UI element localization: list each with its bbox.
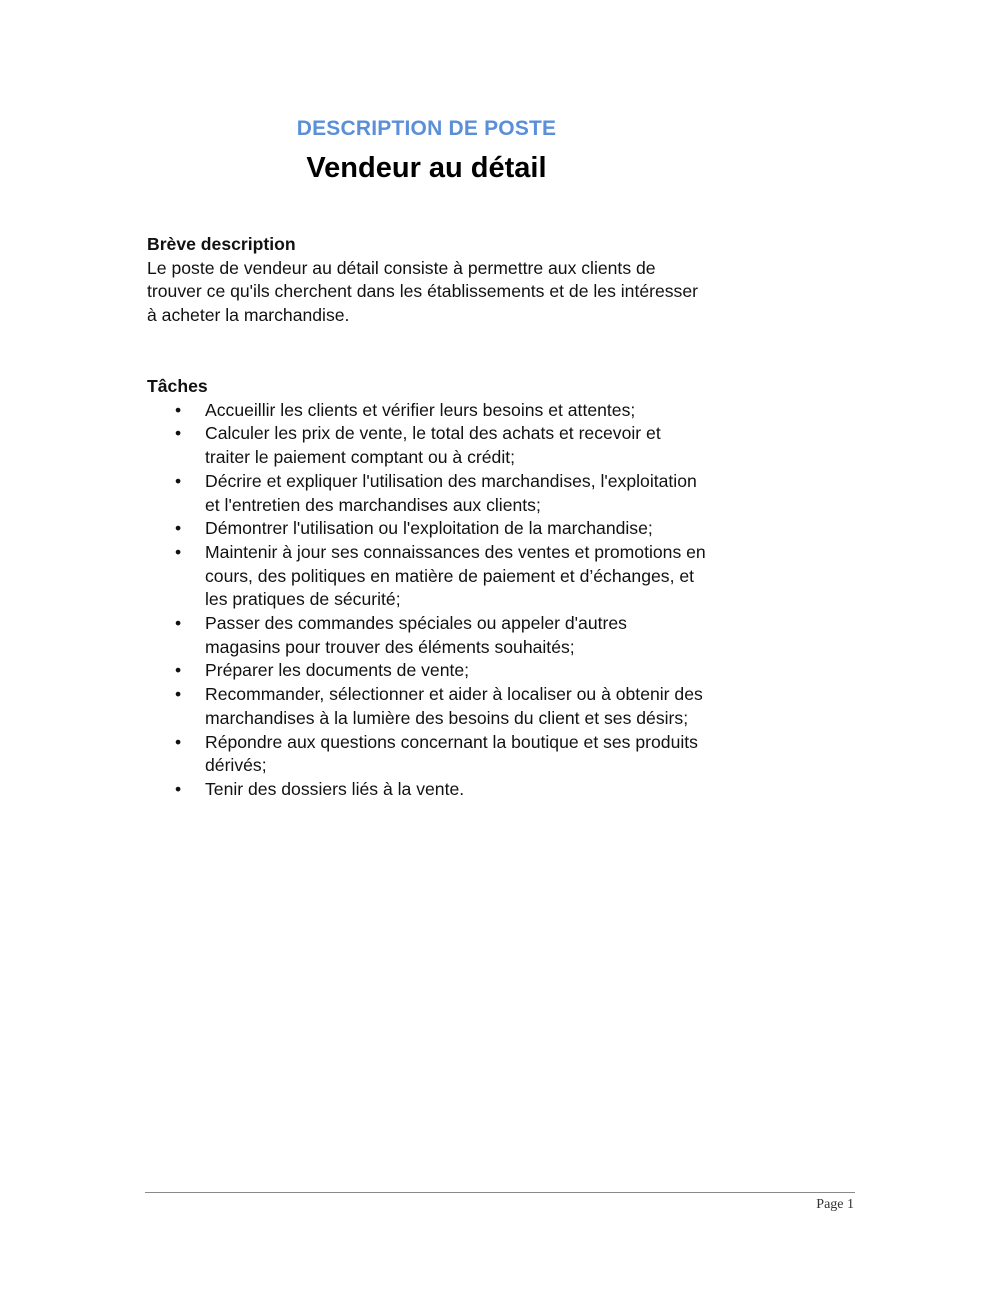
bullet-icon: • [175, 613, 182, 634]
task-item [147, 541, 707, 612]
job-title: Vendeur au détail [306, 152, 547, 184]
task-item [147, 778, 707, 802]
bullet-icon: • [175, 778, 182, 799]
task-item [147, 470, 707, 517]
bullet-icon: • [175, 470, 182, 491]
bullet-icon: • [175, 518, 182, 539]
bullet-icon: • [175, 399, 182, 420]
task-text: Accueillir les clients et vérifier leurs besoins et attentes; [205, 399, 636, 420]
bullet-icon: • [175, 684, 182, 705]
task-text: Répondre aux questions concernant la boutique et ses produits dérivés; [205, 731, 698, 776]
task-item [147, 399, 707, 423]
task-text: Passer des commandes spéciales ou appeler d'autres magasins pour trouver des éléments souhaités; [205, 613, 627, 657]
task-text: Calculer les prix de vente, le total des achats et recevoir et traiter le paiement comptant ou à crédit; [205, 423, 661, 468]
task-item [147, 731, 707, 778]
task-item [147, 517, 707, 541]
task-text: Démontrer l'utilisation ou l'exploitation de la marchandise; [205, 518, 653, 539]
task-text: Tenir des dossiers liés à la vente. [205, 778, 465, 799]
task-text: Recommander, sélectionner et aider à localiser ou à obtenir des marchandises à la lumière des besoins du client et ses désirs; [205, 684, 703, 728]
bullet-icon: • [175, 423, 182, 444]
brief-description-text: Le poste de vendeur au détail consiste à permettre aux clients de trouver ce qu'ils cherchent dans les établissements et de les intéresser à acheter la marchandise. [147, 257, 698, 326]
task-item [147, 422, 707, 469]
task-list [147, 399, 707, 802]
bullet-icon: • [175, 731, 182, 752]
tasks-heading: Tâches [147, 376, 208, 396]
task-text: Décrire et expliquer l'utilisation des marchandises, l'exploitation et l'entretien des marchandises aux clients; [205, 470, 697, 515]
brief-description-section [147, 233, 707, 328]
tasks-section [147, 375, 707, 802]
brief-description-heading: Brève description [147, 234, 296, 254]
bullet-icon: • [175, 660, 182, 681]
task-text: Préparer les documents de vente; [205, 660, 470, 681]
page-number: Page 1 [816, 1197, 854, 1212]
task-item [147, 683, 707, 730]
task-item [147, 612, 707, 659]
task-text: Maintenir à jour ses connaissances des ventes et promotions en cours, des politiques en matière de paiement et d’échanges, et les pratiques de sécurité; [205, 541, 706, 610]
footer-divider [145, 1192, 855, 1193]
document-type-label: DESCRIPTION DE POSTE [296, 117, 557, 140]
task-item [147, 659, 707, 683]
bullet-icon: • [175, 541, 182, 562]
